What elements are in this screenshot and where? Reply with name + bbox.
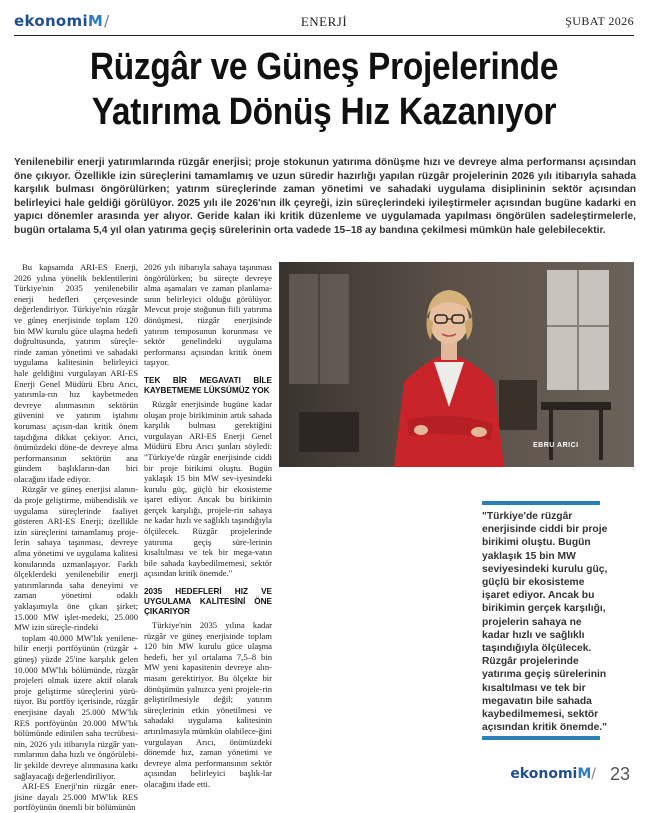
paragraph: Türkiye'nin 2035 yılına kadar rüzgâr ve güneş enerjisinde toplam 120 bin MW kurulu güce ulaşma hedefi, her yıl ortalama 7,5–8 bin MW yeni kapasitenin devreye alın-masını gerektiriyor. Bu ölçekte bir dönüşümün yalnızca yeni projele-rin geliştirilmesiyle değil; yatırım süreçlerinin etkin yönetilmesi ve sahadaki uygulama kalitesinin artırılmasıyla mümkün olabilece-ğini vurgulayan Arıcı, önümüzdeki dönemde hız, zaman yönetimi ve devreye alma performansının sektör açısından belirleyici başlık-lar olacağını ifade etti.	[144, 620, 272, 789]
quote-rule-top	[482, 501, 600, 505]
paragraph: 2026 yılı itibarıyla sahaya taşınması öngörülürken; bu süreçte devreye alma aşamaları ve zaman planlama-sının belirleyici olduğu görülüyor. Mevcut proje stoğunun fiili yatırıma dönüşmesi, rüzgâr enerjisinde yatırım temposunun korunması ve sektör genelindeki uygulama performansı açısından kritik önem taşıyor.	[144, 262, 272, 368]
paragraph: toplam 40.000 MW'lık yenilene-bilir enerji portföyünün (rüzgâr + güneş) yüzde 25'ine karşılık gelen 10.000 MW'lık bölümünde, rüzgâr projeleri olmak üzere aktif olarak proje geliştirme süreçlerini yürü-tüyor. Bu portföy içerisinde, rüzgâr enerjisine dayalı 25.000 MW'lık RES portföyünün 20.000 MW'lık bölümünde edinilen saha tecrübesi-nin, 2026 yılı itibarıyla rüzgâr yatı-rımlarının daha hızlı ve öngörülebi-lir şekilde devreye alınmasına katkı sağlayacağı değerlendiriliyor.	[14, 632, 138, 781]
title-line-2: Yatırıma Dönüş Hız Kazanıyor	[91, 91, 557, 133]
section-label: ENERJİ	[300, 14, 348, 29]
issue-date: ŞUBAT 2026	[565, 14, 634, 28]
subheading: 2035 HEDEFLERİ HIZ VE UYGULAMA KALİTESİNİ ÖNE ÇIKARIYOR	[144, 587, 272, 617]
quote-rule-bottom	[482, 736, 600, 740]
page-header	[14, 6, 634, 36]
subheading: TEK BİR MEGAVATI BİLE KAYBETMEME LÜKSÜMÜZ YOK	[144, 375, 272, 395]
paragraph: ARI-ES Enerji'nin rüzgâr ener-jisine dayalı 25.000 MW'lık RES portföyünün önemli bir bölümünün	[14, 781, 138, 813]
pull-quote: "Türkiye'de rüzgâr enerjisinde ciddi bir proje birikimi oluştu. Bugün yaklaşık 15 bin MW seviyesindeki kurulu güç, güçlü bir ekosisteme işaret ediyor. Ancak bu birikimin gerçek karşılığı, projelerin sahaya ne kadar hızlı ve sağlıklı taşındığıyla ölçülecek. Rüzgâr projelerinde yatırıma geçiş sürelerinin kısaltılması ve tek bir megavatın bile sahada kaybedilmemesi, sektör açısından kritik önemde."	[482, 511, 608, 734]
portrait-illustration	[279, 262, 634, 467]
body-column-1	[14, 262, 138, 813]
title-line-1: Rüzgâr ve Güneş Projelerinde	[89, 46, 559, 88]
paragraph: Rüzgâr enerjisinde bugüne kadar oluşan proje birikiminin artık sahada karşılık bulması gerektiğini vurgulayan ARI-ES Enerji Genel Müdürü Ebru Arıcı şunları söyledi: "Türkiye'de rüzgâr enerjisinde ciddi bir proje birikimi oluştu. Bugün yaklaşık 15 bin MW sev-iyesindeki kurulu güç, güçlü bir ekosisteme işaret ediyor. Ancak bu birikimin gerçek karşılığı, projele-rin sahaya ne kadar hızlı ve sağlıklı taşındığıyla ölçülecek. Rüzgâr projelerinde yatırıma geçiş süre-lerinin kısaltılması ve tek bir mega-vatın bile sahada kaybedilmemesi, sektör açısından kritik önemde."	[144, 398, 272, 579]
photo-caption: EBRU ARICI	[533, 442, 579, 449]
paragraph: Bu kapsamda ARI-ES Enerji, 2026 yılına yönelik beklentilerini Türkiye'nin 2035 yenilenebilir enerji hedefleri çerçevesinde değerlendiriyor. Türkiye'nin rüzgâr ve güneş enerjisinde toplam 120 bin MW kurulu güce ulaşma hedefi doğrultusunda, yatırım süreçle-rinde zaman yönetimi ve sahadaki uygulama kalitesinin belirleyici hale geldiğini vurgulayan ARI-ES Enerji Genel Müdürü Ebru Arıcı, yatırımla-rın hız kaybetmeden devreye alınmasının sektörün güvenini ve yatırım iştahını koruması açısın-dan kritik önem taşıdığına dikkat çekiyor. Arıcı, önümüzdeki döne-de devreye alma performansının sektörün ana gündem başlıkların-dan biri olacağını ifade ediyor.	[14, 262, 138, 484]
page-footer	[470, 764, 630, 786]
portrait-photo	[279, 262, 634, 467]
magazine-logo: ekonomiM/	[14, 12, 110, 30]
page-number: 23	[609, 764, 630, 784]
body-column-2	[144, 262, 272, 790]
article-title	[48, 45, 601, 135]
paragraph: Rüzgâr ve güneş enerjisi alanın-da proje geliştirme, mühendislik ve uygulama süreçlerinde faaliyet gösteren ARI-ES Enerji; özellikle izin süreçlerini tamamlamış proje-lerin sahaya taşınması, devreye alma yönetimi ve uygulama kalitesi konularında uzmanlaşıyor. Farklı ölçeklerdeki yenilenebilir enerji yatırımlarında saha deneyimi ve zaman yönetimi odaklı yaklaşımıyla öne çıkan şirket; 15.000 MW işlet-medeki, 25.000 MW izin süreçle-rindeki	[14, 484, 138, 633]
footer-logo: ekonomiM/	[510, 766, 596, 782]
article-lead: Yenilenebilir enerji yatırımlarında rüzgâr enerjisi; proje stokunun yatırıma dönüşme hızı ve devreye alma performansı açısından öne çıkıyor. Özellikle izin süreçlerini tamamlamış ve uzun süredir hazırlığı yapılan rüzgâr projelerinin 2026 yılı itibarıyla sahada karşılık bulması öngörülürken; yatırım süreçlerinde zaman yönetimi ve sahadaki uygulama disiplininin sektör açısından belirleyici hale geldiği görülüyor. 2025 yılı ile 2026'nın ilk çeyreği, izin süreçlerindeki iyileştirmeler açısından bugüne kadarki en yapıcı dönemler arasında yer alıyor. Geride kalan iki kritik düzenleme ve uygulamada yapılması öngörülen sadeleştirmelerle, bugün ortalama 5,4 yıl olan yatırıma geçiş sürelerinin orta vadede 15–18 ay bandına çekilmesi mümkün hale gelebilecektir.	[14, 157, 636, 236]
